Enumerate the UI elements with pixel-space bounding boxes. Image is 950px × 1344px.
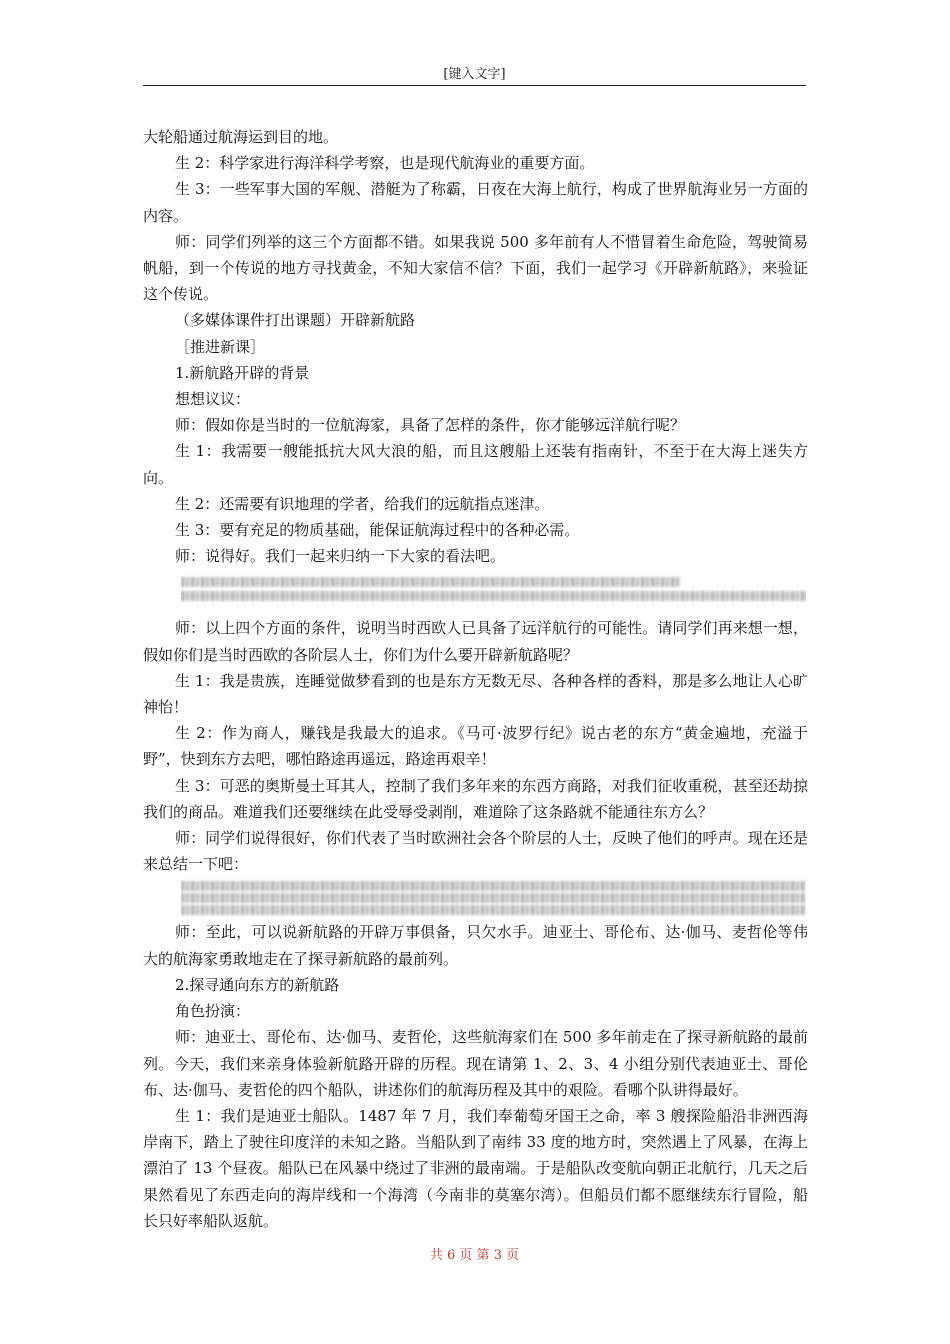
- paragraph: 生 3：一些军事大国的军舰、潜艇为了称霸，日夜在大海上航行，构成了世界航海业另一方面的内容。: [143, 180, 808, 225]
- section-heading: 2.探寻通向东方的新航路: [175, 975, 340, 994]
- paragraph: 大轮船通过航海运到目的地。: [143, 128, 339, 146]
- paragraph: 师：至此，可以说新航路的开辟万事俱备，只欠水手。迪亚士、哥伦布、达·伽马、麦哲伦等伟大的航海家勇敢地走在了探寻新航路的最前列。: [143, 923, 808, 968]
- blurred-text-line: [181, 577, 681, 587]
- blurred-text-line: [181, 893, 806, 903]
- illegible-summary-block: [181, 877, 806, 919]
- activity-label: 角色扮演：: [175, 1002, 251, 1021]
- paragraph: 生 1：我是贵族，连睡觉做梦看到的也是东方无数无尽、各种各样的香料，那是多么地让人心旷神怡！: [143, 671, 808, 717]
- paragraph: 师：迪亚士、哥伦布、达·伽马、麦哲伦，这些航海家们在 500 多年前走在了探寻新航路的最前列。今天，我们来亲身体验新航路开辟的历程。现在请第 1、2、3、4 小组分别代表迪亚士、哥伦布、达·伽马、麦哲伦的四个船队，讲述你们的航海历程及其中的艰险。看哪个队讲得最好。: [143, 1028, 808, 1099]
- paragraph: 师：说得好。我们一起来归纳一下大家的看法吧。: [175, 547, 506, 566]
- illegible-summary-block: [181, 569, 806, 615]
- paragraph: 生 3：要有充足的物质基础，能保证航海过程中的各种必需。: [175, 521, 580, 540]
- paragraph: 师：假如你是当时的一位航海家，具备了怎样的条件，你才能够远洋航行呢？: [175, 416, 686, 435]
- paragraph: 师：同学们说得很好，你们代表了当时欧洲社会各个阶层的人士，反映了他们的呼声。现在还是来总结一下吧：: [143, 829, 808, 874]
- blurred-text-line: [181, 591, 806, 601]
- page-header: [键入文字]: [443, 67, 506, 82]
- header-rule: [143, 85, 806, 86]
- paragraph: 师：同学们列举的这三个方面都不错。如果我说 500 多年前有人不惜冒着生命危险，驾驶简易帆船，到一个传说的地方寻找黄金，不知大家信不信？下面，我们一起学习《开辟新航路》，来验证这个传说。: [143, 232, 808, 304]
- paragraph: 生 2：还需要有识地理的学者，给我们的远航指点迷津。: [175, 494, 550, 513]
- paragraph: 生 2：作为商人，赚钱是我最大的追求。《马可·波罗行纪》说古老的东方“黄金遍地，充溢于野”，快到东方去吧，哪怕路途再遥远，路途再艰辛！: [143, 724, 808, 769]
- document-body: [143, 124, 808, 1234]
- blurred-text-line: [181, 905, 806, 915]
- paragraph: 生 1：我需要一艘能抵抗大风大浪的船，而且这艘船上还装有指南针，不至于在大海上迷失方向。: [143, 442, 808, 487]
- blurred-text-line: [181, 881, 806, 891]
- paragraph: 生 1：我们是迪亚士船队。1487 年 7 月，我们奉葡萄牙国王之命，率 3 艘探险船沿非洲西海岸南下，踏上了驶往印度洋的未知之路。当船队到了南纬 33 度的地方时，突然遇上了风暴，在海上漂泊了 13 个昼夜。船队已在风暴中绕过了非洲的最南端。于是船队改变航向朝正北航行，几天之后果然看见了东西走向的海岸线和一个海湾（今南非的莫塞尔湾）。但船员们都不愿继续东行冒险，船长只好率船队返航。: [143, 1106, 808, 1230]
- paragraph: 生 3：可恶的奥斯曼土耳其人，控制了我们多年来的东西方商路，对我们征收重税，甚至还劫掠我们的商品。难道我们还要继续在此受辱受剥削，难道除了这条路就不能通往东方么？: [143, 776, 808, 821]
- section-marker: ［推进新课］: [175, 337, 266, 356]
- paragraph: 师：以上四个方面的条件，说明当时西欧人已具备了远洋航行的可能性。请同学们再来想一想，假如你们是当时西欧的各阶层人士，你们为什么要开辟新航路呢？: [143, 619, 808, 664]
- page-footer: 共 6 页 第 3 页: [429, 1248, 520, 1263]
- activity-label: 想想议议：: [175, 390, 251, 409]
- paragraph: 生 2：科学家进行海洋科学考察，也是现代航海业的重要方面。: [175, 154, 595, 173]
- section-heading: 1.新航路开辟的背景: [175, 363, 310, 382]
- lesson-title: （多媒体课件打出课题）开辟新航路: [175, 311, 416, 330]
